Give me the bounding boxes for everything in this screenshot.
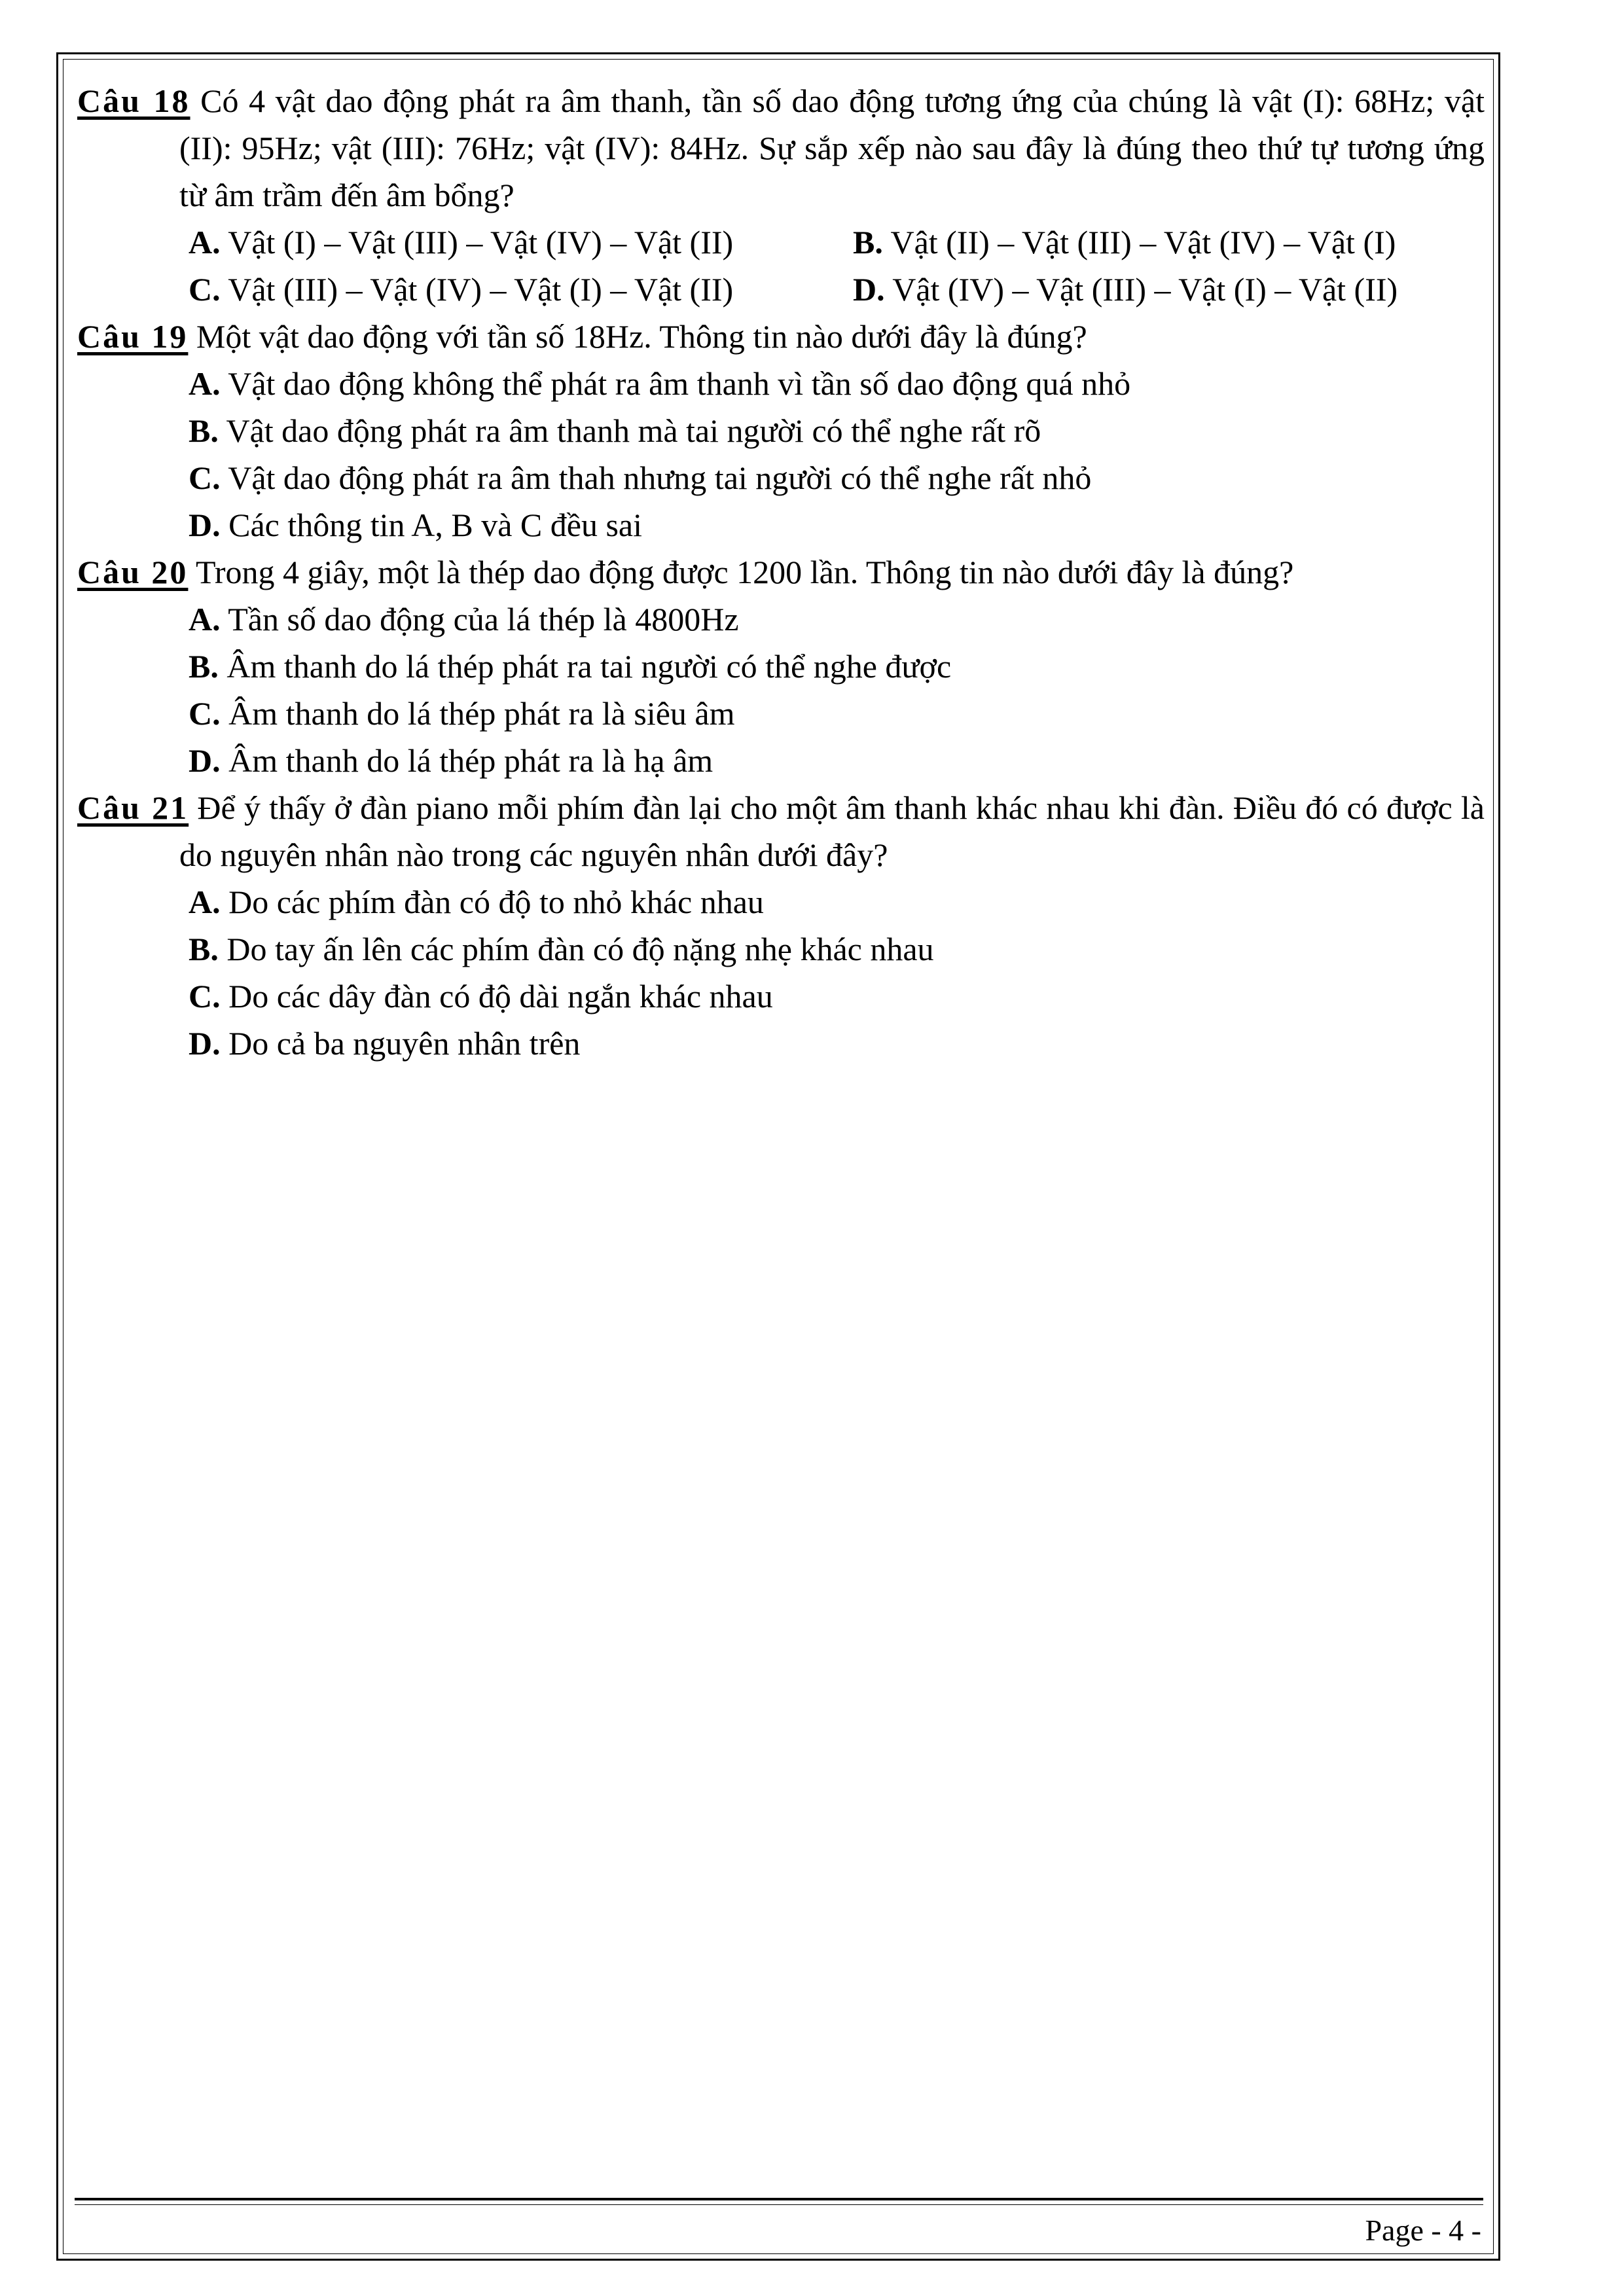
option-letter: A. xyxy=(189,884,221,920)
question-label: Câu 18 xyxy=(77,82,190,119)
question-text: Một vật dao động với tần số 18Hz. Thông tin nào dưới đây là đúng? xyxy=(196,318,1087,355)
answer-option-d xyxy=(77,501,1485,548)
option-letter: B. xyxy=(853,224,883,260)
option-letter: D. xyxy=(189,742,221,779)
option-letter: C. xyxy=(189,695,221,732)
option-letter: C. xyxy=(189,271,221,308)
option-text: Do các dây đàn có độ dài ngắn khác nhau xyxy=(228,978,773,1014)
question-stem xyxy=(77,313,1485,360)
answer-option-c xyxy=(77,973,1485,1020)
option-text: Do cả ba nguyên nhân trên xyxy=(228,1025,581,1062)
answer-option-a xyxy=(77,596,1485,643)
option-letter: A. xyxy=(189,365,221,402)
question-20 xyxy=(77,548,1485,784)
question-stem xyxy=(77,784,1485,878)
answer-option-b xyxy=(77,925,1485,973)
footer-divider-thin xyxy=(75,2204,1483,2205)
answer-option-a xyxy=(189,219,853,266)
option-text: Vật (IV) – Vật (III) – Vật (I) – Vật (II) xyxy=(892,271,1398,308)
question-19 xyxy=(77,313,1485,548)
question-label: Câu 19 xyxy=(77,318,189,355)
option-letter: A. xyxy=(189,601,221,637)
option-letter: C. xyxy=(189,978,221,1014)
option-text: Vật (I) – Vật (III) – Vật (IV) – Vật (II) xyxy=(228,224,734,260)
option-text: Âm thanh do lá thép phát ra là siêu âm xyxy=(228,695,735,732)
answer-option-b xyxy=(77,407,1485,454)
option-text: Vật (II) – Vật (III) – Vật (IV) – Vật (I) xyxy=(890,224,1396,260)
option-letter: D. xyxy=(853,271,885,308)
question-21 xyxy=(77,784,1485,1067)
option-letter: B. xyxy=(189,931,219,967)
option-text: Do tay ấn lên các phím đàn có độ nặng nhẹ khác nhau xyxy=(226,931,934,967)
answer-option-c xyxy=(189,266,853,313)
answer-option-c xyxy=(77,454,1485,501)
option-text: Do các phím đàn có độ to nhỏ khác nhau xyxy=(228,884,764,920)
answer-option-c xyxy=(77,690,1485,737)
answer-option-d xyxy=(77,737,1485,784)
answer-option-a xyxy=(77,360,1485,407)
answer-options xyxy=(77,219,1485,313)
question-text: Để ý thấy ở đàn piano mỗi phím đàn lại cho một âm thanh khác nhau khi đàn. Điều đó có được là do nguyên nhân nào trong các nguyên nhân dưới đây? xyxy=(179,789,1485,873)
option-letter: C. xyxy=(189,459,221,496)
question-18 xyxy=(77,77,1485,313)
option-text: Vật dao động phát ra âm thah nhưng tai người có thể nghe rất nhỏ xyxy=(228,459,1092,496)
option-letter: D. xyxy=(189,507,221,543)
option-text: Vật dao động phát ra âm thanh mà tai người có thể nghe rất rõ xyxy=(226,412,1041,449)
option-text: Âm thanh do lá thép phát ra là hạ âm xyxy=(228,742,713,779)
question-label: Câu 21 xyxy=(77,789,189,826)
option-text: Vật (III) – Vật (IV) – Vật (I) – Vật (II) xyxy=(228,271,734,308)
option-text: Các thông tin A, B và C đều sai xyxy=(228,507,642,543)
option-letter: B. xyxy=(189,648,219,685)
question-stem xyxy=(77,77,1485,219)
answer-option-b xyxy=(853,219,1494,266)
answer-option-d xyxy=(77,1020,1485,1067)
question-text: Có 4 vật dao động phát ra âm thanh, tần số dao động tương ứng của chúng là vật (I): 68Hz; vật (II): 95Hz; vật (III): 76Hz; vật (IV): 84Hz. Sự sắp xếp nào sau đây là đúng theo thứ tự tương ứng từ âm trầm đến âm bổng? xyxy=(179,82,1485,213)
document-body xyxy=(77,77,1485,1067)
question-text: Trong 4 giây, một là thép dao động được 1200 lần. Thông tin nào dưới đây là đúng? xyxy=(196,554,1294,590)
question-stem xyxy=(77,548,1485,596)
option-letter: B. xyxy=(189,412,219,449)
page-number: Page - 4 - xyxy=(1365,2214,1481,2247)
answer-option-b xyxy=(77,643,1485,690)
answer-option-d xyxy=(853,266,1494,313)
option-text: Vật dao động không thể phát ra âm thanh vì tần số dao động quá nhỏ xyxy=(228,365,1131,402)
option-letter: A. xyxy=(189,224,221,260)
option-text: Tần số dao động của lá thép là 4800Hz xyxy=(228,601,739,637)
option-text: Âm thanh do lá thép phát ra tai người có thể nghe được xyxy=(226,648,952,685)
footer-divider xyxy=(75,2198,1483,2200)
option-letter: D. xyxy=(189,1025,221,1062)
question-label: Câu 20 xyxy=(77,554,189,590)
answer-option-a xyxy=(77,878,1485,925)
